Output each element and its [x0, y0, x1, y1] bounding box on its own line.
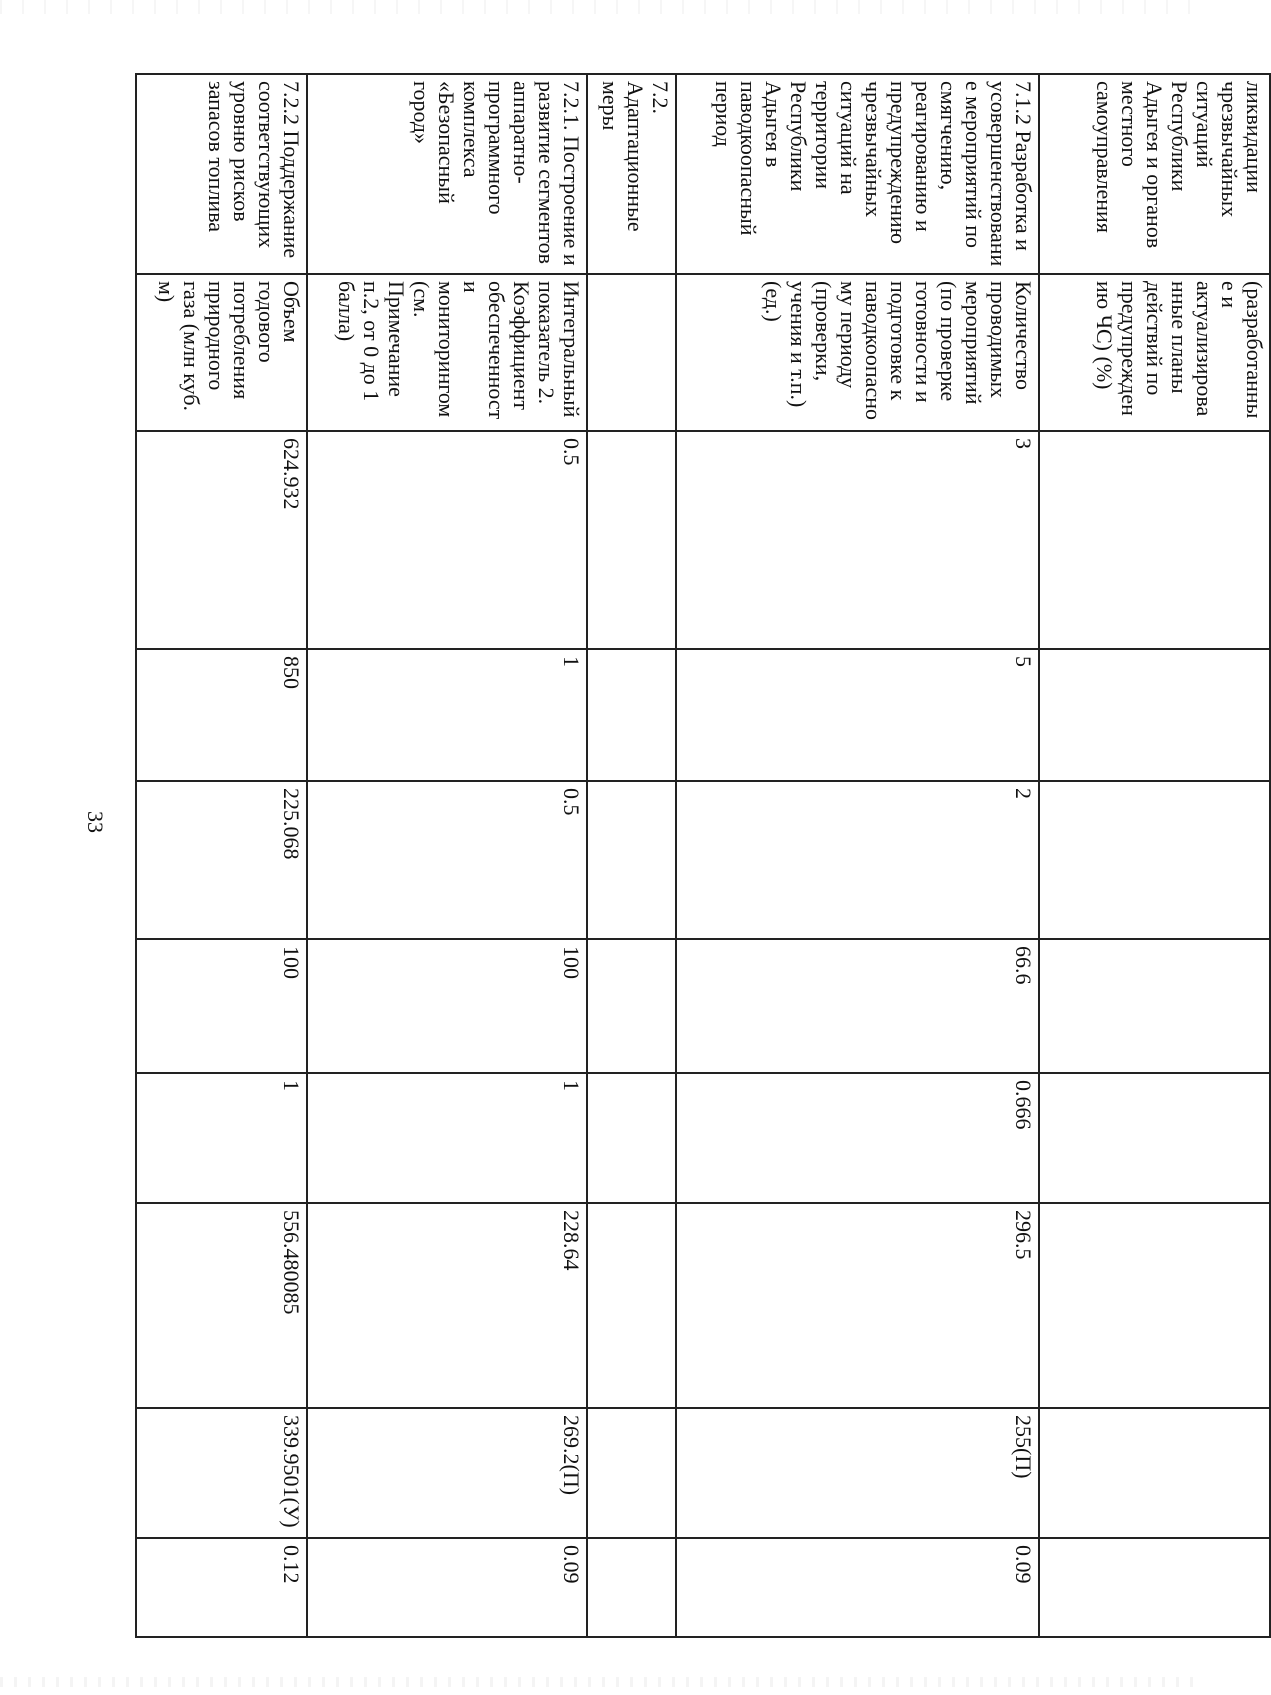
table-row: [136, 74, 307, 1637]
indicator-cell: [587, 274, 676, 431]
indicator-cell: Интегральный показатель 2. Коэффициент обеспеченности мониторингом (см. Примечание п.2, от 0 до 1 балла): [307, 274, 587, 431]
value-cell: 850: [136, 649, 307, 781]
value-cell: 1: [136, 1073, 307, 1203]
value-cell: [587, 1073, 676, 1203]
value-cell: 66.6: [676, 939, 1039, 1073]
value-cell: [1039, 431, 1270, 649]
value-cell: 0.5: [307, 431, 587, 649]
scan-artifact-bottom: [0, 1677, 1200, 1687]
value-cell: [1039, 939, 1270, 1073]
value-cell: [1039, 1538, 1270, 1637]
value-cell: 556.480085: [136, 1203, 307, 1408]
indicator-cell: Количество проводимых мероприятий (по проверке готовности и подготовке к паводкоопасному периоду (проверки, учения и т.п.) (ед.): [676, 274, 1039, 431]
value-cell: [587, 431, 676, 649]
value-cell: 1: [307, 1073, 587, 1203]
value-cell: 624.932: [136, 431, 307, 649]
value-cell: [587, 649, 676, 781]
value-cell: 269.2(П): [307, 1408, 587, 1538]
value-cell: [587, 1538, 676, 1637]
table-row: [587, 74, 676, 1637]
table-row: [676, 74, 1039, 1637]
indicator-cell: Объем годового потребления природного газа (млн куб. м): [136, 274, 307, 431]
measure-cell: 7.2.1. Построение и развитие сегментов аппаратно-программного комплекса «Безопасный город»: [307, 74, 587, 274]
value-cell: 0.5: [307, 781, 587, 939]
value-cell: 0.666: [676, 1073, 1039, 1203]
value-cell: 1: [307, 649, 587, 781]
value-cell: 0.09: [307, 1538, 587, 1637]
indicator-cell: (разработанные и актуализированные планы действий по предупреждению ЧС) (%): [1039, 274, 1270, 431]
value-cell: 2: [676, 781, 1039, 939]
indicator-table: [135, 73, 1271, 1638]
value-cell: [587, 1203, 676, 1408]
value-cell: 255(П): [676, 1408, 1039, 1538]
value-cell: 339.9501(У): [136, 1408, 307, 1538]
section-heading-cell: 7.2. Адаптационные меры: [587, 74, 676, 274]
value-cell: 0.09: [676, 1538, 1039, 1637]
value-cell: [587, 1408, 676, 1538]
table-row: [1039, 74, 1270, 1637]
value-cell: 5: [676, 649, 1039, 781]
value-cell: [1039, 1073, 1270, 1203]
value-cell: 3: [676, 431, 1039, 649]
scan-artifact-top: [0, 0, 1200, 14]
measure-cell: ликвидации чрезвычайных ситуаций Республики Адыгея и органов местного самоуправления: [1039, 74, 1270, 274]
measure-cell: 7.2.2 Поддержание соответствующих уровню рисков запасов топлива: [136, 74, 307, 274]
measure-cell: 7.1.2 Разработка и усовершенствование мероприятий по смягчению, реагированию и предупреждению чрезвычайных ситуаций на территории Республики Адыгея в паводкоопасный период: [676, 74, 1039, 274]
value-cell: 100: [136, 939, 307, 1073]
value-cell: [1039, 1203, 1270, 1408]
value-cell: [587, 939, 676, 1073]
page-number: 33: [83, 811, 108, 833]
table-row: [307, 74, 587, 1637]
value-cell: [1039, 1408, 1270, 1538]
value-cell: [587, 781, 676, 939]
value-cell: 100: [307, 939, 587, 1073]
value-cell: 0.12: [136, 1538, 307, 1637]
value-cell: 296.5: [676, 1203, 1039, 1408]
value-cell: 228.64: [307, 1203, 587, 1408]
value-cell: [1039, 649, 1270, 781]
value-cell: 225.068: [136, 781, 307, 939]
value-cell: [1039, 781, 1270, 939]
rotated-table-frame: [135, 73, 1271, 1636]
